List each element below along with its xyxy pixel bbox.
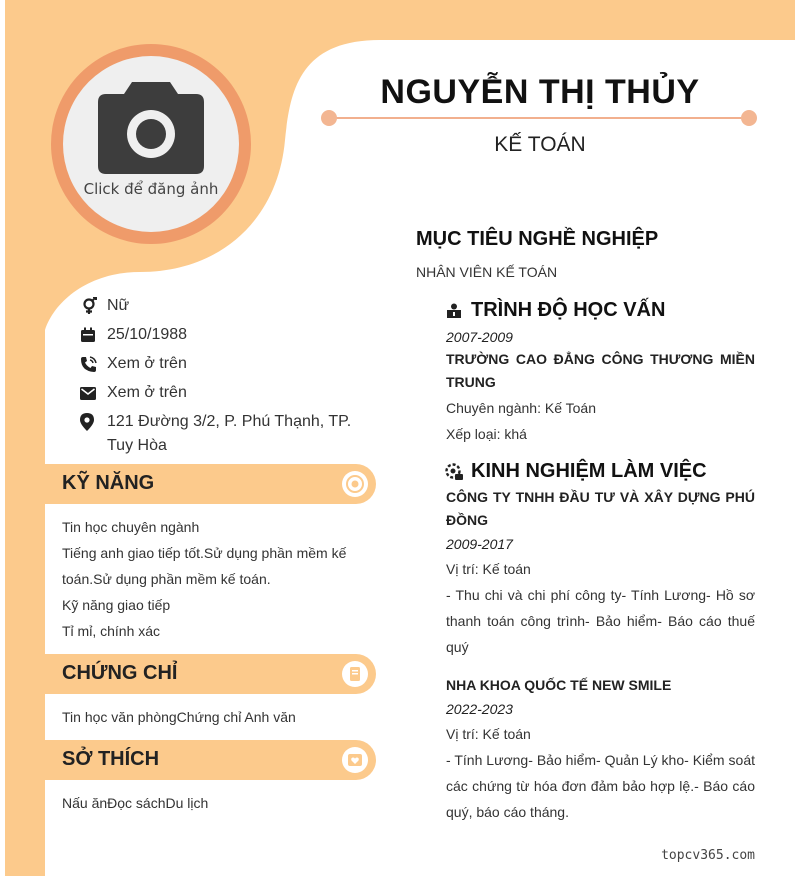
- birthday-row: [80, 323, 377, 347]
- candidate-name: NGUYỄN THỊ THỦY: [380, 73, 700, 111]
- hobbies-badge: [342, 747, 368, 773]
- phone-row: [80, 352, 377, 376]
- skill-item: Tiếng anh giao tiếp tốt.Sử dụng phần mềm kế toán.Sử dụng phần mềm kế toán.: [62, 545, 347, 587]
- divider-dot-right: [741, 110, 757, 126]
- certificates-title: CHỨNG CHỈ: [62, 662, 178, 684]
- camera-icon: [98, 82, 204, 174]
- certificates-content: Tin học văn phòngChứng chỉ Anh văn: [62, 709, 296, 725]
- avatar-upload[interactable]: [63, 56, 239, 232]
- skill-item: Tin học chuyên ngành: [62, 519, 200, 535]
- map-pin-icon: [80, 410, 107, 434]
- certificates-badge: [342, 661, 368, 687]
- job-position: Vị trí: Kế toán: [446, 561, 531, 577]
- job-company: NHA KHOA QUỐC TẾ NEW SMILE: [446, 677, 672, 693]
- education-icon: [446, 303, 462, 319]
- job-title: KẾ TOÁN: [494, 133, 586, 156]
- job-period: 2009-2017: [446, 536, 513, 552]
- address-text: 121 Đường 3/2, P. Phú Thạnh, TP. Tuy Hòa: [107, 413, 352, 454]
- birthday-text: 25/10/1988: [107, 326, 188, 343]
- divider-dot-left: [321, 110, 337, 126]
- skill-item: Kỹ năng giao tiếp: [62, 597, 171, 613]
- gender-row: [80, 294, 377, 318]
- education-major: Chuyên ngành: Kế Toán: [446, 400, 596, 416]
- certificates-text: [62, 704, 362, 730]
- email-text: Xem ở trên: [107, 384, 187, 401]
- job-company: CÔNG TY TNHH ĐẦU TƯ VÀ XÂY DỰNG PHÚ ĐỒNG: [446, 489, 755, 528]
- avatar-caption: Click để đăng ảnh: [83, 180, 219, 198]
- address-row: [80, 410, 377, 458]
- education-title: TRÌNH ĐỘ HỌC VẤN: [471, 299, 666, 321]
- certificates-header: [45, 654, 376, 694]
- heart-icon: [346, 751, 364, 769]
- job-period: 2022-2023: [446, 701, 513, 717]
- job-description: - Thu chi và chi phí công ty- Tính Lương- Hồ sơ thanh toán công trình- Bảo hiểm- Báo cáo thuế quý: [446, 587, 755, 655]
- skills-header: [45, 464, 376, 504]
- hobbies-title: SỞ THÍCH: [62, 748, 160, 770]
- calendar-icon: [80, 323, 107, 347]
- objective-title: MỤC TIÊU NGHỀ NGHIỆP: [416, 228, 659, 250]
- gender-text: Nữ: [107, 297, 130, 314]
- education-school: TRƯỜNG CAO ĐẲNG CÔNG THƯƠNG MIỀN TRUNG: [446, 351, 755, 390]
- email-row: [80, 381, 377, 405]
- skill-item: Tỉ mỉ, chính xác: [62, 623, 161, 639]
- gear-icon: [345, 474, 365, 494]
- name-divider: [329, 117, 749, 119]
- skills-badge: [342, 471, 368, 497]
- experience-title: KINH NGHIỆM LÀM VIỆC: [471, 460, 707, 482]
- phone-text: Xem ở trên: [107, 355, 187, 372]
- objective-text: NHÂN VIÊN KẾ TOÁN: [416, 264, 558, 280]
- education-period: 2007-2009: [446, 329, 513, 345]
- skills-title: KỸ NĂNG: [62, 472, 155, 494]
- job-position: Vị trí: Kế toán: [446, 726, 531, 742]
- envelope-icon: [80, 381, 107, 405]
- briefcase-gear-icon: [444, 462, 464, 482]
- scroll-icon: [346, 665, 364, 683]
- hobbies-text: [62, 790, 362, 816]
- phone-icon: [80, 352, 107, 376]
- hobbies-content: Nấu ănĐọc sáchDu lịch: [62, 795, 209, 811]
- skills-list: [62, 514, 362, 644]
- watermark: topcv365.com: [661, 848, 755, 863]
- education-rank: Xếp loại: khá: [446, 426, 527, 442]
- job-description: - Tính Lương- Bảo hiểm- Quản Lý kho- Kiểm soát các chứng từ hóa đơn đảm bảo hợp lệ.- Báo cáo quý, báo cáo tháng.: [446, 752, 755, 820]
- hobbies-header: [45, 740, 376, 780]
- gender-icon: [80, 294, 107, 318]
